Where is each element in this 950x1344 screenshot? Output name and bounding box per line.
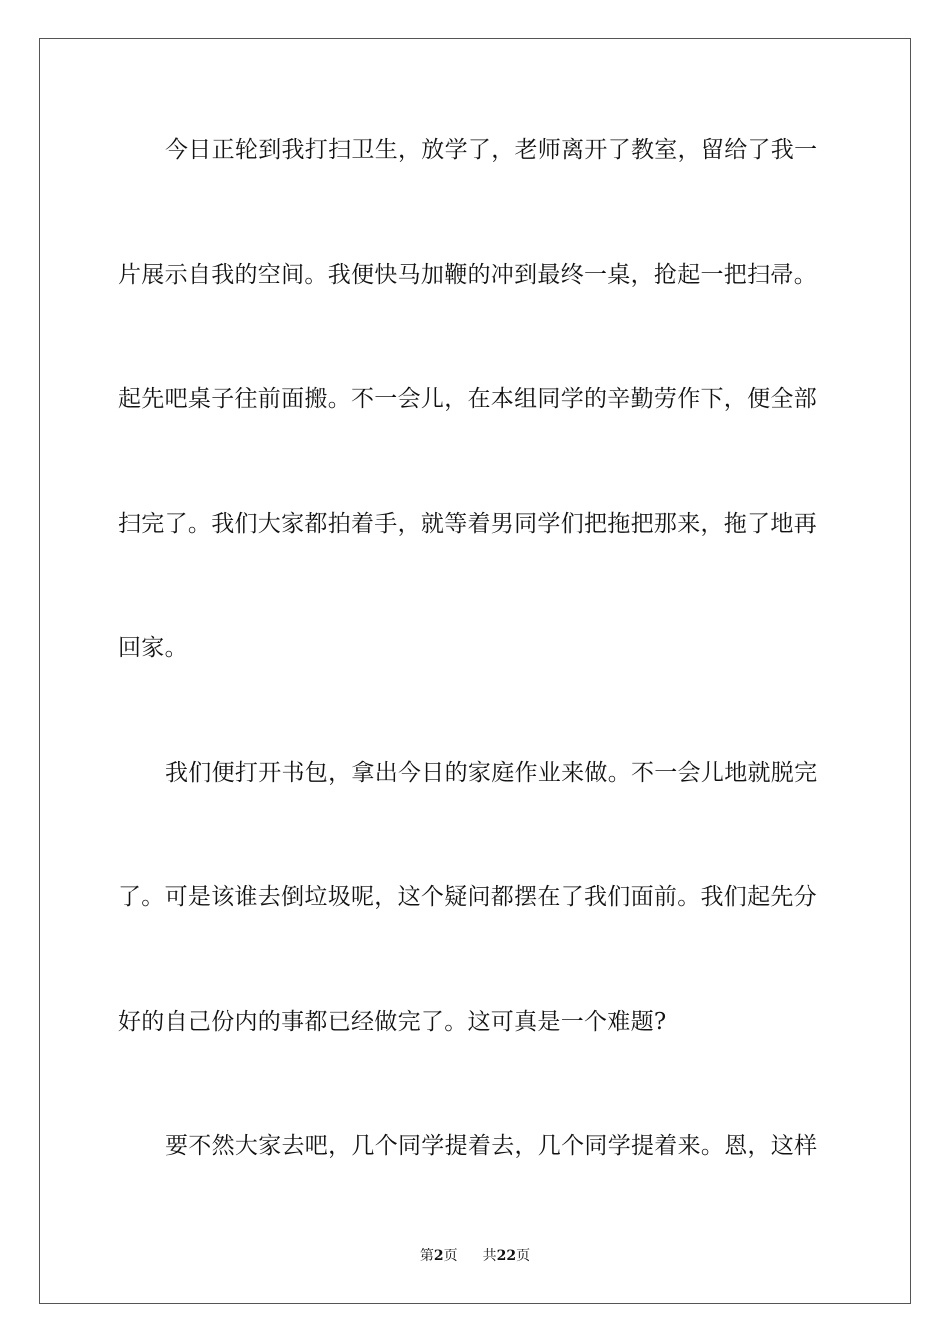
page-border [39,38,911,1304]
page-total [483,1247,530,1265]
paragraph-3-line-1: 要不然大家去吧，几个同学提着去，几个同学提着来。恩，这样 [165,1133,818,1159]
total-prefix: 共 [482,1248,497,1264]
page-current: 2 [433,1248,444,1264]
paragraph-1-line-3: 起先吧桌子往前面搬。不一会儿，在本组同学的辛勤劳作下，便全部 [118,386,817,412]
page-number [420,1247,458,1265]
paragraph-2-line-1: 我们便打开书包，拿出今日的家庭作业来做。不一会儿地就脱完 [165,760,818,786]
paragraph-1-line-1: 今日正轮到我打扫卫生，放学了，老师离开了教室，留给了我一 [165,137,818,163]
page-suffix: 页 [443,1248,458,1264]
page-prefix: 第 [419,1248,434,1264]
paragraph-1-line-5: 回家。 [118,635,188,661]
paragraph-1-line-4: 扫完了。我们大家都拍着手，就等着男同学们把拖把那来，拖了地再 [118,511,817,537]
paragraph-2-line-2: 了。可是该谁去倒垃圾呢，这个疑问都摆在了我们面前。我们起先分 [118,884,817,910]
page-footer [0,1247,950,1265]
paragraph-1-line-2: 片展示自我的空间。我便快马加鞭的冲到最终一桌，抢起一把扫帚。 [118,262,817,288]
total-count: 22 [496,1248,517,1264]
total-suffix: 页 [516,1248,531,1264]
paragraph-2-line-3: 好的自己份内的事都已经做完了。这可真是一个难题? [118,1009,667,1035]
